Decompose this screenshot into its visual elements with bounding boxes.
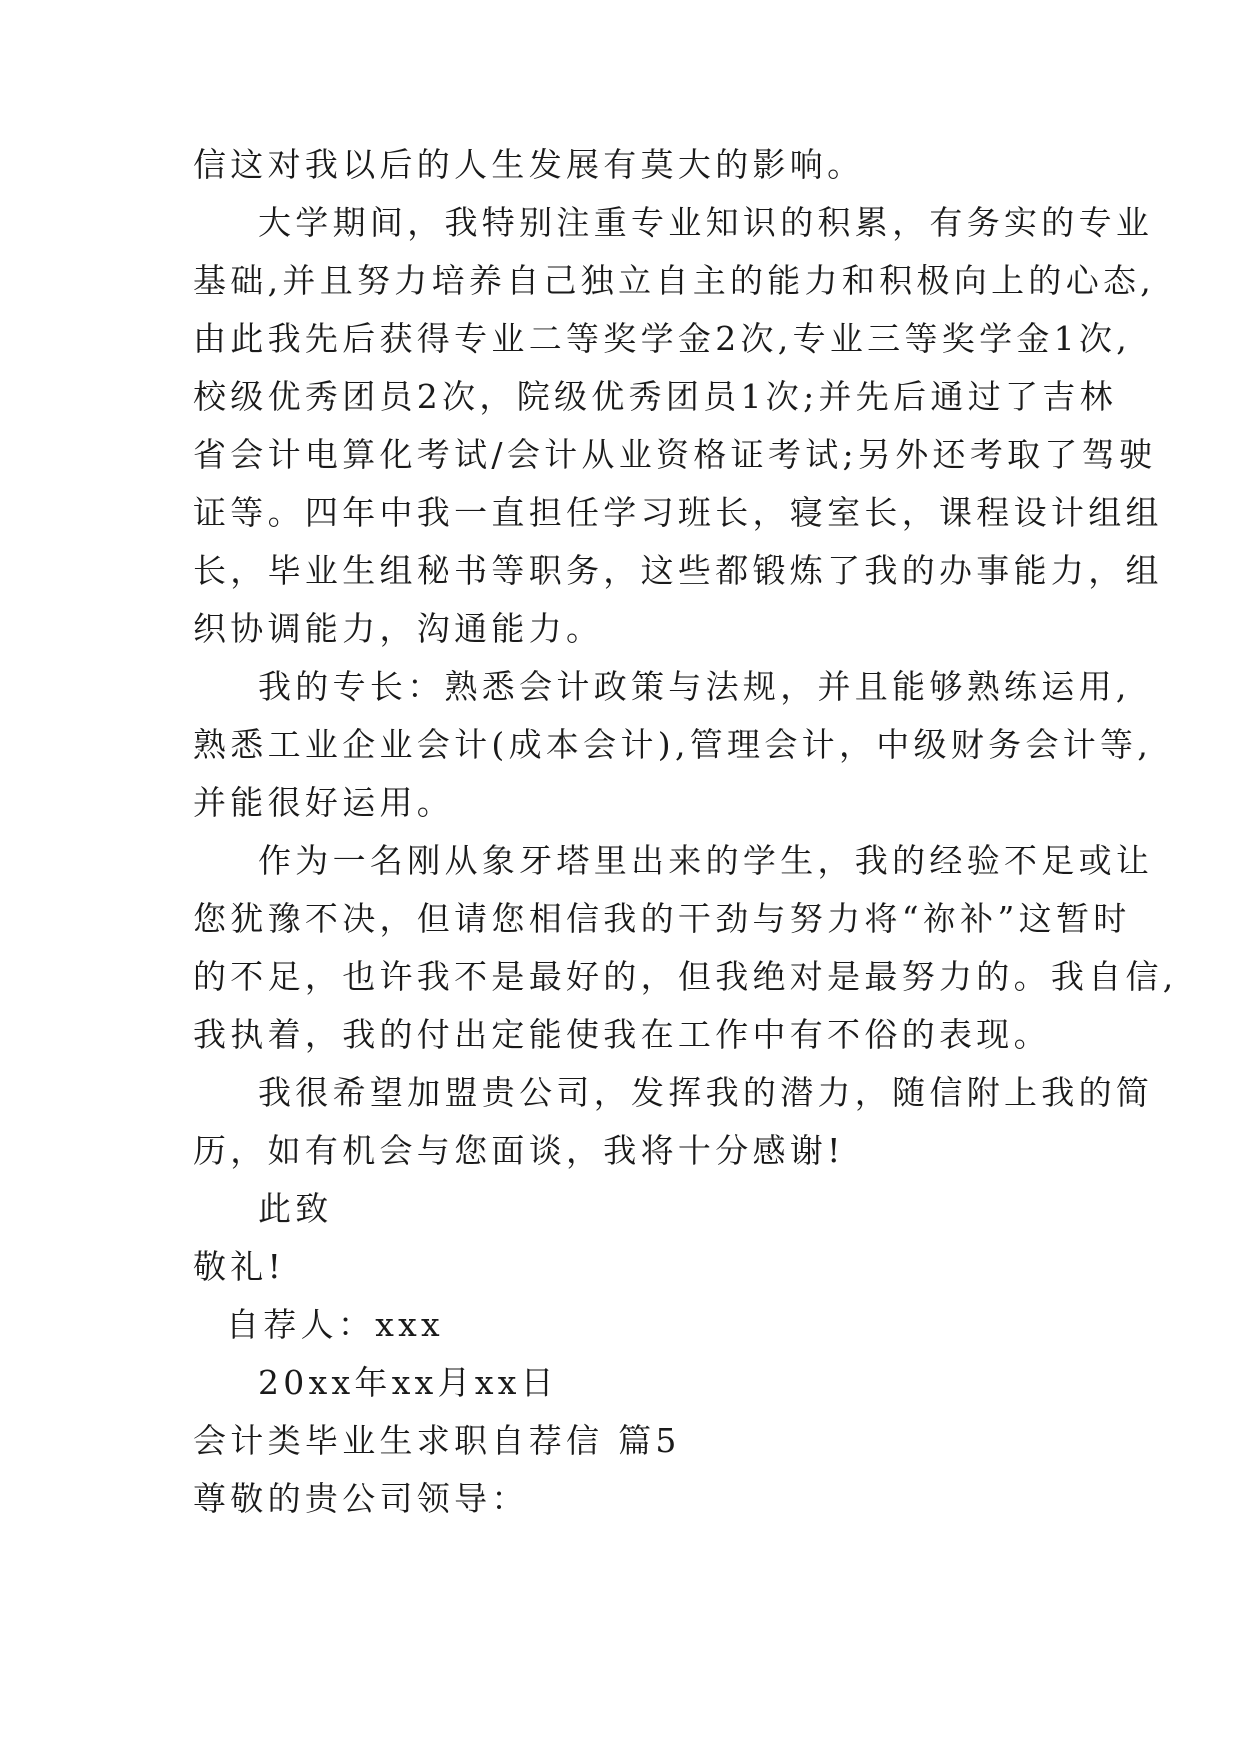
body-line: 长，毕业生组秘书等职务，这些都锻炼了我的办事能力，组 [193,551,1163,590]
greeting-line: 尊敬的贵公司领导： [193,1479,529,1518]
body-line: 信这对我以后的人生发展有莫大的影响。 [193,145,865,184]
body-line: 我执着，我的付出定能使我在工作中有不俗的表现。 [193,1015,1051,1054]
body-line: 织协调能力，沟通能力。 [193,609,604,648]
closing-regards: 敬礼! [193,1247,286,1286]
body-line: 证等。四年中我一直担任学习班长，寝室长，课程设计组组 [193,493,1163,532]
signature-line: 自荐人：xxx [226,1305,444,1344]
paragraph-start-line: 大学期间，我特别注重专业知识的积累，有务实的专业 [258,203,1154,242]
body-line: 并能很好运用。 [193,783,455,822]
paragraph-start-line: 作为一名刚从象牙塔里出来的学生，我的经验不足或让 [258,841,1154,880]
paragraph-start-line: 我很希望加盟贵公司，发挥我的潜力，随信附上我的简 [258,1073,1154,1112]
body-line: 校级优秀团员2次，院级优秀团员1次;并先后通过了吉林 [193,377,1117,416]
body-line: 的不足，也许我不是最好的，但我绝对是最努力的。我自信, [193,957,1178,996]
body-line: 您犹豫不决，但请您相信我的干劲与努力将“祢补”这暂时 [193,899,1131,938]
body-line: 历，如有机会与您面谈，我将十分感谢! [193,1131,845,1170]
section-heading: 会计类毕业生求职自荐信 篇5 [193,1421,681,1460]
paragraph-start-line: 我的专长：熟悉会计政策与法规，并且能够熟练运用, [258,667,1131,706]
body-line: 省会计电算化考试/会计从业资格证考试;另外还考取了驾驶 [193,435,1157,474]
closing-salutation: 此致 [258,1189,333,1228]
body-line: 熟悉工业企业会计(成本会计),管理会计，中级财务会计等, [193,725,1153,764]
body-line: 由此我先后获得专业二等奖学金2次,专业三等奖学金1次, [193,319,1132,358]
date-line: 20xx年xx月xx日 [258,1363,558,1402]
body-line: 基础,并且努力培养自己独立自主的能力和积极向上的心态, [193,261,1156,300]
